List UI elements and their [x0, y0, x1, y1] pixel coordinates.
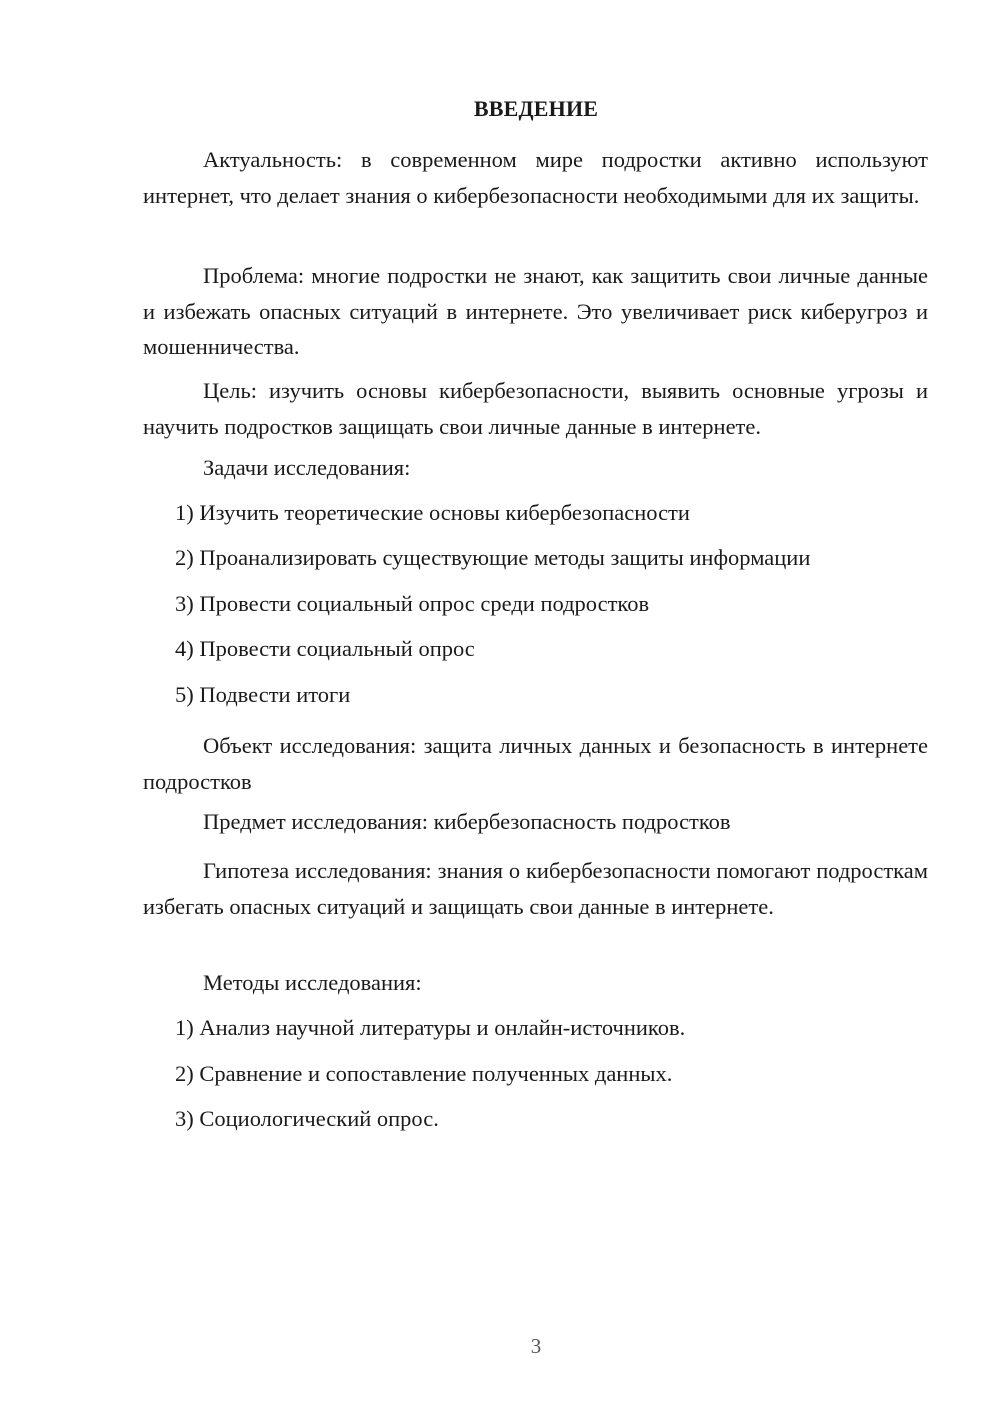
- task-item: 5) Подвести итоги: [175, 682, 351, 707]
- hypothesis-paragraph: Гипотеза исследования: знания о кибербезопасности помогают подросткам избегать опасных ситуаций и защищать свои данные в интернете.: [143, 858, 928, 919]
- object-paragraph: Объект исследования: защита личных данных и безопасность в интернете подростков: [143, 733, 928, 794]
- task-item: 3) Провести социальный опрос среди подростков: [175, 591, 650, 616]
- methods-title: Методы исследования:: [203, 970, 422, 995]
- task-item: 4) Провести социальный опрос: [175, 636, 475, 661]
- method-item: 3) Социологический опрос.: [175, 1106, 439, 1131]
- tasks-title: Задачи исследования:: [203, 455, 411, 480]
- problem-paragraph: Проблема: многие подростки не знают, как защитить свои личные данные и избежать опасных ситуаций в интернете. Это увеличивает риск киберугроз и мошенничества.: [143, 263, 928, 359]
- relevance-paragraph: Актуальность: в современном мире подростки активно используют интернет, что делает знания о кибербезопасности необходимыми для их защиты.: [143, 147, 928, 208]
- subject-paragraph: Предмет исследования: кибербезопасность подростков: [203, 809, 731, 834]
- section-heading: ВВЕДЕНИЕ: [473, 96, 599, 121]
- page-number: 3: [530, 1334, 542, 1358]
- method-item: 1) Анализ научной литературы и онлайн-источников.: [175, 1015, 686, 1040]
- task-item: 1) Изучить теоретические основы кибербезопасности: [175, 500, 690, 525]
- goal-paragraph: Цель: изучить основы кибербезопасности, выявить основные угрозы и научить подростков защищать свои личные данные в интернете.: [143, 378, 928, 439]
- method-item: 2) Сравнение и сопоставление полученных данных.: [175, 1061, 673, 1086]
- task-item: 2) Проанализировать существующие методы защиты информации: [175, 545, 811, 570]
